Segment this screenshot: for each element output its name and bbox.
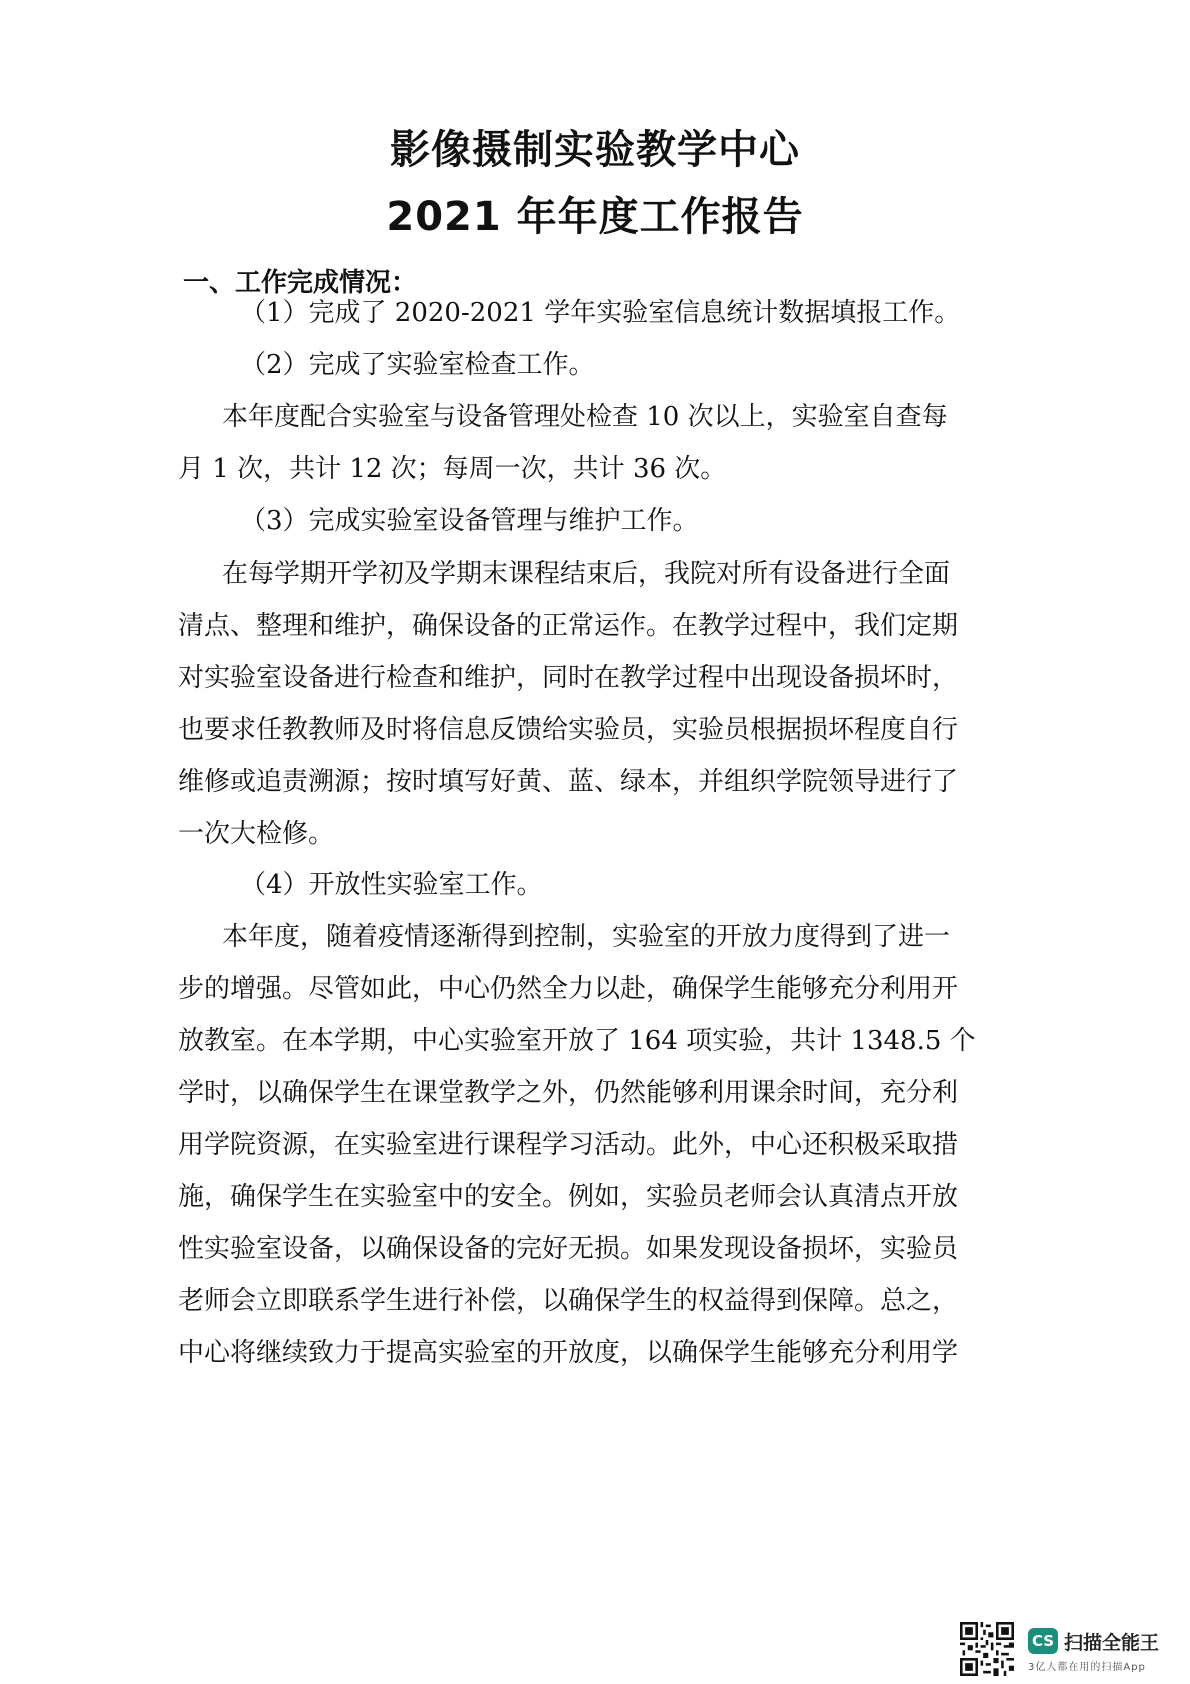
paragraph-line: 中心将继续致力于提高实验室的开放度，以确保学生能够充分利用学 [178, 1338, 959, 1368]
paragraph-line: 月 1 次，共计 12 次；每周一次，共计 36 次。 [178, 454, 727, 484]
paragraph-line: 本年度，随着疫情逐渐得到控制，实验室的开放力度得到了进一 [222, 922, 951, 952]
list-item: （4）开放性实验室工作。 [240, 870, 543, 900]
paragraph-line: 用学院资源，在实验室进行课程学习活动。此外，中心还积极采取措 [178, 1130, 959, 1160]
paragraph-line: 学时，以确保学生在课堂教学之外，仍然能够利用课余时间，充分利 [178, 1078, 959, 1108]
paragraph-line: 施，确保学生在实验室中的安全。例如，实验员老师会认真清点开放 [178, 1182, 959, 1212]
qr-code-icon [960, 1622, 1014, 1676]
paragraph-line: 本年度配合实验室与设备管理处检查 10 次以上，实验室自查每 [222, 402, 948, 432]
paragraph-line: 也要求任教教师及时将信息反馈给实验员，实验员根据损坏程度自行 [178, 715, 959, 745]
scanner-watermark [960, 1622, 1170, 1678]
list-item: （3）完成实验室设备管理与维护工作。 [240, 506, 699, 536]
paragraph-line: 步的增强。尽管如此，中心仍然全力以赴，确保学生能够充分利用开 [178, 974, 959, 1004]
list-item: （1）完成了 2020-2021 学年实验室信息统计数据填报工作。 [240, 298, 961, 328]
paragraph-line: 对实验室设备进行检查和维护，同时在教学过程中出现设备损坏时， [178, 663, 959, 693]
list-item: （2）完成了实验室检查工作。 [240, 350, 595, 380]
section-heading: 一、工作完成情况： [183, 268, 418, 298]
document-title-line2: 2021 年年度工作报告 [386, 194, 804, 240]
scanner-brand: 扫描全能王 [1064, 1632, 1160, 1654]
paragraph-line: 老师会立即联系学生进行补偿，以确保学生的权益得到保障。总之， [178, 1286, 959, 1316]
paragraph-line: 放教室。在本学期，中心实验室开放了 164 项实验，共计 1348.5 个 [178, 1026, 976, 1056]
paragraph-line: 性实验室设备，以确保设备的完好无损。如果发现设备损坏，实验员 [178, 1234, 959, 1264]
paragraph-line: 清点、整理和维护，确保设备的正常运作。在教学过程中，我们定期 [178, 611, 959, 641]
camscanner-logo: CS [1028, 1628, 1058, 1654]
paragraph-line: 在每学期开学初及学期末课程结束后，我院对所有设备进行全面 [222, 559, 951, 589]
document-title-line1: 影像摄制实验教学中心 [390, 127, 800, 173]
paragraph-line: 一次大检修。 [178, 819, 335, 849]
paragraph-line: 维修或追责溯源；按时填写好黄、蓝、绿本，并组织学院领导进行了 [178, 767, 959, 797]
scanner-tagline: 3亿人都在用的扫描App [1028, 1662, 1146, 1673]
